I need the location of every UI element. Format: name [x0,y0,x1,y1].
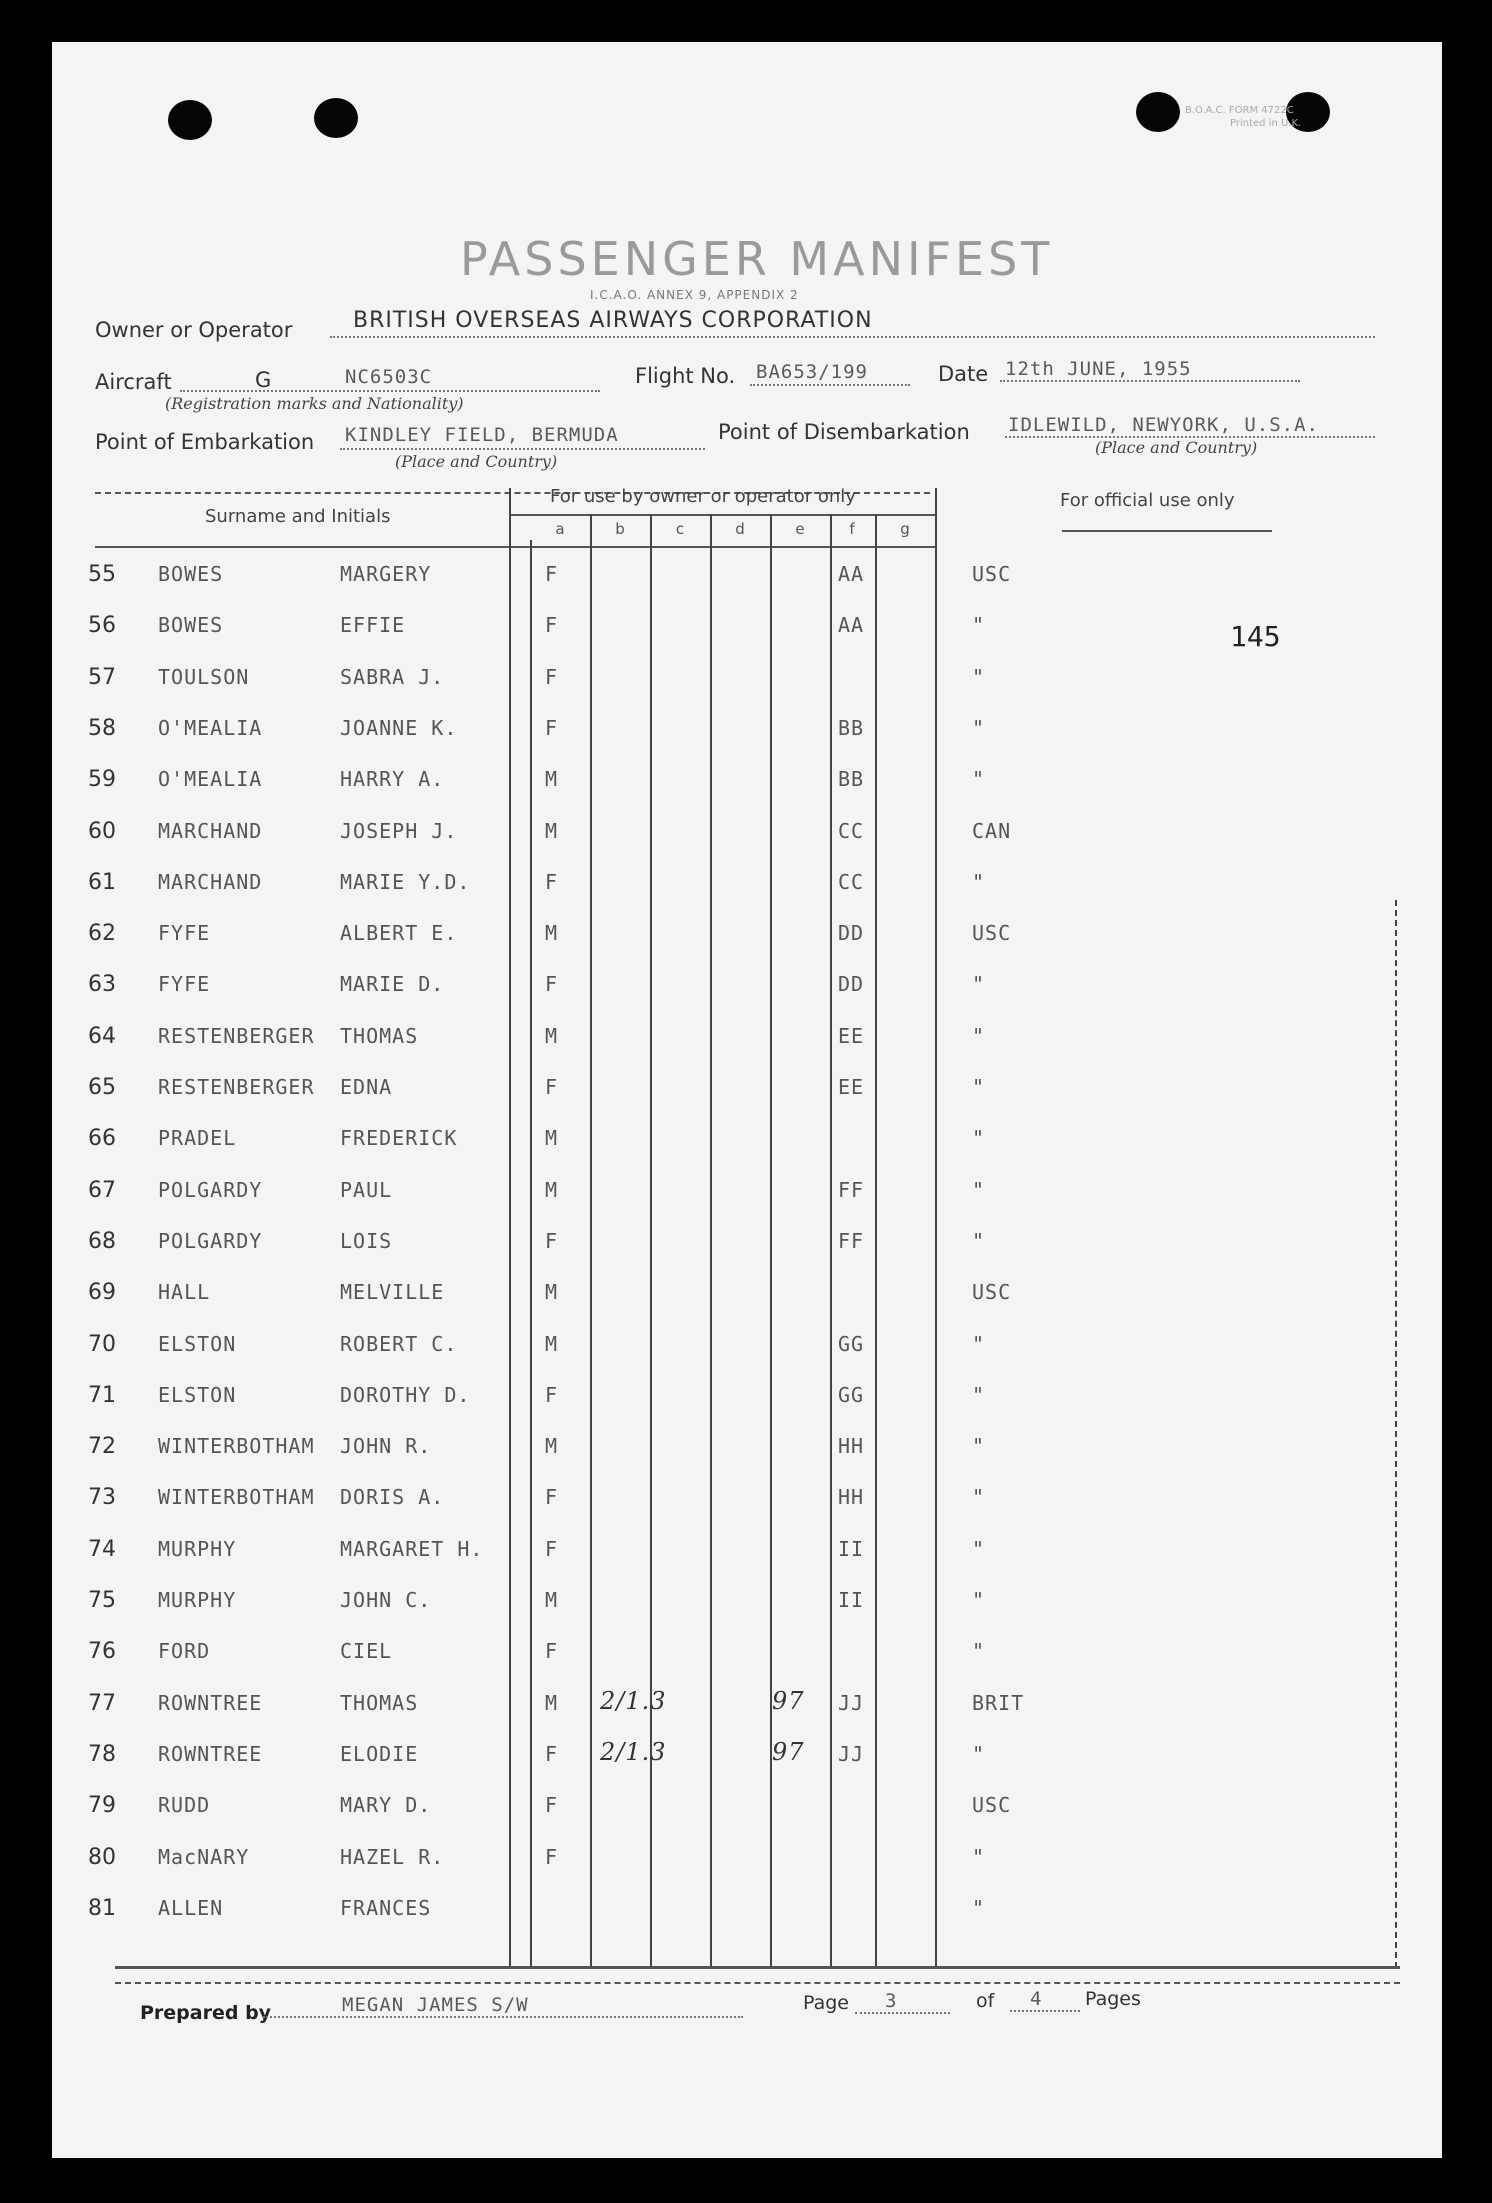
nationality: " [972,1126,986,1150]
given-name: EFFIE [340,613,406,637]
surname: FYFE [158,921,211,945]
nationality: " [972,1383,986,1407]
nationality: " [972,613,986,637]
row-number: 62 [88,921,116,946]
surname: MARCHAND [158,870,263,894]
column-divider-g [875,514,877,1968]
operator-use-header: For use by owner or operator only [550,486,856,507]
embarkation-note: (Place and Country) [395,452,558,471]
group-code: GG [838,1332,865,1356]
row-number: 70 [88,1332,116,1357]
column-header-d: d [735,520,745,538]
owner-value: BRITISH OVERSEAS AIRWAYS CORPORATION [353,308,873,333]
row-number: 67 [88,1178,116,1203]
disembarkation-note: (Place and Country) [1095,438,1258,457]
surname: MURPHY [158,1588,237,1612]
group-code: EE [838,1024,865,1048]
total-pages-underline [1010,2010,1080,2012]
row-number: 66 [88,1126,116,1151]
given-name: JOANNE K. [340,716,458,740]
row-number: 76 [88,1639,116,1664]
group-code: CC [838,870,865,894]
manifest-sheet [52,42,1442,2158]
page-stamp-number: 145 [1230,620,1281,653]
page-subtitle: I.C.A.O. ANNEX 9, APPENDIX 2 [590,288,799,302]
row-number: 74 [88,1537,116,1562]
row-number: 77 [88,1691,116,1716]
nationality: " [972,1485,986,1509]
sex-code: F [545,870,559,894]
row-number: 61 [88,870,116,895]
given-name: HARRY A. [340,767,445,791]
sex-code: M [545,1126,559,1150]
nationality: " [972,1896,986,1920]
given-name: MARGARET H. [340,1537,484,1561]
nationality: " [972,972,986,996]
nationality: USC [972,1793,1012,1817]
group-code: AA [838,613,865,637]
surname: BOWES [158,613,224,637]
flight-label: Flight No. [635,364,736,388]
given-name: FRANCES [340,1896,432,1920]
nationality: CAN [972,819,1012,843]
group-code: HH [838,1485,865,1509]
given-name: THOMAS [340,1691,419,1715]
given-name: EDNA [340,1075,393,1099]
row-number: 72 [88,1434,116,1459]
nationality: " [972,1639,986,1663]
nationality: " [972,1075,986,1099]
group-code: EE [838,1075,865,1099]
flight-number: BA653/199 [756,361,868,383]
given-name: ELODIE [340,1742,419,1766]
aircraft-registration: NC6503C [345,366,433,388]
sex-code: F [545,1742,559,1766]
sex-code: F [545,1383,559,1407]
row-number: 69 [88,1280,116,1305]
aircraft-underline [180,390,600,392]
sex-code: F [545,1537,559,1561]
column-divider-b [590,514,592,1968]
group-code: GG [838,1383,865,1407]
punch-hole-1 [168,100,212,140]
given-name: CIEL [340,1639,393,1663]
aircraft-prefix: G [255,368,272,392]
column-c-entry: 2/1.3 [600,1738,667,1766]
given-name: LOIS [340,1229,393,1253]
table-right-edge [1395,900,1397,1968]
form-number-line-2: Printed in U.K. [1230,118,1302,129]
disembarkation-value: IDLEWILD, NEWYORK, U.S.A. [1008,414,1319,436]
prepared-by-label: Prepared by [140,2002,272,2024]
total-pages: 4 [1030,1988,1043,2010]
given-name: JOHN C. [340,1588,432,1612]
column-divider-name [509,488,511,1968]
sex-code: F [545,665,559,689]
row-number: 80 [88,1845,116,1870]
sex-code: F [545,613,559,637]
group-code: DD [838,972,865,996]
sex-code: M [545,767,559,791]
group-code: FF [838,1229,865,1253]
surname: RESTENBERGER [158,1075,315,1099]
punch-hole-3 [1136,92,1180,132]
row-number: 73 [88,1485,116,1510]
surname: RESTENBERGER [158,1024,315,1048]
official-header-rule [1062,530,1272,532]
sex-code: F [545,1639,559,1663]
sex-code: F [545,972,559,996]
sex-code: M [545,1434,559,1458]
surname: FORD [158,1639,211,1663]
sex-code: M [545,819,559,843]
given-name: JOHN R. [340,1434,432,1458]
row-number: 57 [88,665,116,690]
columns-letter-rule [510,514,935,516]
given-name: HAZEL R. [340,1845,445,1869]
nationality: " [972,1537,986,1561]
nationality: " [972,665,986,689]
pages-label: Pages [1085,1988,1141,2010]
group-code: II [838,1588,865,1612]
column-header-b: b [615,520,625,538]
group-code: HH [838,1434,865,1458]
given-name: MARIE Y.D. [340,870,471,894]
prepared-by-underline [263,2016,743,2018]
column-divider-a [530,540,532,1968]
sex-code: F [545,716,559,740]
column-header-a: a [555,520,565,538]
group-code: FF [838,1178,865,1202]
sex-code: F [545,1229,559,1253]
given-name: THOMAS [340,1024,419,1048]
surname: HALL [158,1280,211,1304]
row-number: 58 [88,716,116,741]
row-number: 79 [88,1793,116,1818]
group-code: CC [838,819,865,843]
footer-rule [115,1982,1400,1984]
nationality: USC [972,921,1012,945]
row-number: 81 [88,1896,116,1921]
nationality: " [972,716,986,740]
row-number: 55 [88,562,116,587]
given-name: MARIE D. [340,972,445,996]
surname: WINTERBOTHAM [158,1485,315,1509]
nationality: " [972,1229,986,1253]
sex-code: F [545,1485,559,1509]
row-number: 65 [88,1075,116,1100]
nationality: " [972,1742,986,1766]
owner-underline [330,336,1375,338]
given-name: MARY D. [340,1793,432,1817]
surname: ROWNTREE [158,1742,263,1766]
form-number-line-1: B.O.A.C. FORM 4722C [1185,105,1294,116]
aircraft-label: Aircraft [95,370,172,394]
given-name: DORIS A. [340,1485,445,1509]
row-number: 56 [88,613,116,638]
given-name: ALBERT E. [340,921,458,945]
surname: BOWES [158,562,224,586]
prepared-by-value: MEGAN JAMES S/W [342,1994,529,2016]
date-value: 12th JUNE, 1955 [1005,358,1192,380]
column-d-entry: 97 [772,1687,805,1715]
sex-code: F [545,1793,559,1817]
table-header-rule [95,546,935,548]
group-code: BB [838,767,865,791]
surname: ROWNTREE [158,1691,263,1715]
sex-code: M [545,1588,559,1612]
group-code: JJ [838,1691,865,1715]
sex-code: M [545,1691,559,1715]
surname: PRADEL [158,1126,237,1150]
surname: O'MEALIA [158,767,263,791]
group-code: JJ [838,1742,865,1766]
given-name: FREDERICK [340,1126,458,1150]
surname: MARCHAND [158,819,263,843]
form-number [1185,104,1375,130]
column-header-g: g [900,520,910,538]
sex-code: F [545,562,559,586]
table-bottom-rule [115,1966,1400,1969]
sex-code: M [545,921,559,945]
surname: O'MEALIA [158,716,263,740]
column-divider-f [830,514,832,1968]
column-header-f: f [849,520,855,538]
sex-code: F [545,1845,559,1869]
nationality: " [972,767,986,791]
column-d-entry: 97 [772,1738,805,1766]
sex-code: M [545,1332,559,1356]
row-number: 64 [88,1024,116,1049]
column-header-e: e [795,520,805,538]
nationality: " [972,1024,986,1048]
row-number: 71 [88,1383,116,1408]
embarkation-label: Point of Embarkation [95,430,315,454]
column-c-entry: 2/1.3 [600,1687,667,1715]
nationality: USC [972,562,1012,586]
group-code: DD [838,921,865,945]
nationality: " [972,1845,986,1869]
given-name: PAUL [340,1178,393,1202]
surname: ELSTON [158,1383,237,1407]
page-number: 3 [885,1990,898,2012]
date-underline [1000,380,1300,382]
nationality: USC [972,1280,1012,1304]
nationality: BRIT [972,1691,1025,1715]
nationality: " [972,1178,986,1202]
sex-code: M [545,1024,559,1048]
date-label: Date [938,362,989,386]
nationality: " [972,870,986,894]
given-name: ROBERT C. [340,1332,458,1356]
surname: POLGARDY [158,1229,263,1253]
flight-underline [750,384,910,386]
surname: FYFE [158,972,211,996]
nationality: " [972,1434,986,1458]
given-name: DOROTHY D. [340,1383,471,1407]
group-code: II [838,1537,865,1561]
row-number: 68 [88,1229,116,1254]
nationality: " [972,1588,986,1612]
sex-code: M [545,1280,559,1304]
nationality: " [972,1332,986,1356]
column-divider-official [935,488,937,1968]
column-divider-d [710,514,712,1968]
sex-code: F [545,1075,559,1099]
group-code: AA [838,562,865,586]
surname: POLGARDY [158,1178,263,1202]
punch-hole-2 [314,98,358,138]
surname: WINTERBOTHAM [158,1434,315,1458]
embarkation-underline [340,448,705,450]
embarkation-value: KINDLEY FIELD, BERMUDA [345,424,619,446]
given-name: SABRA J. [340,665,445,689]
group-code: BB [838,716,865,740]
name-column-header: Surname and Initials [205,506,391,527]
surname: RUDD [158,1793,211,1817]
given-name: MARGERY [340,562,432,586]
page-title: PASSENGER MANIFEST [460,232,1054,286]
disembarkation-label: Point of Disembarkation [718,420,970,444]
sex-code: M [545,1178,559,1202]
row-number: 59 [88,767,116,792]
page-label: Page [803,1992,849,2014]
official-use-header: For official use only [1060,490,1235,511]
row-number: 78 [88,1742,116,1767]
row-number: 63 [88,972,116,997]
row-number: 75 [88,1588,116,1613]
surname: ELSTON [158,1332,237,1356]
column-header-c: c [675,520,685,538]
of-label: of [976,1990,995,2012]
surname: ALLEN [158,1896,224,1920]
page-underline [855,2012,950,2014]
surname: MacNARY [158,1845,250,1869]
row-number: 60 [88,819,116,844]
given-name: JOSEPH J. [340,819,458,843]
owner-label: Owner or Operator [95,318,293,342]
registration-note: (Registration marks and Nationality) [165,394,464,413]
surname: MURPHY [158,1537,237,1561]
surname: TOULSON [158,665,250,689]
given-name: MELVILLE [340,1280,445,1304]
